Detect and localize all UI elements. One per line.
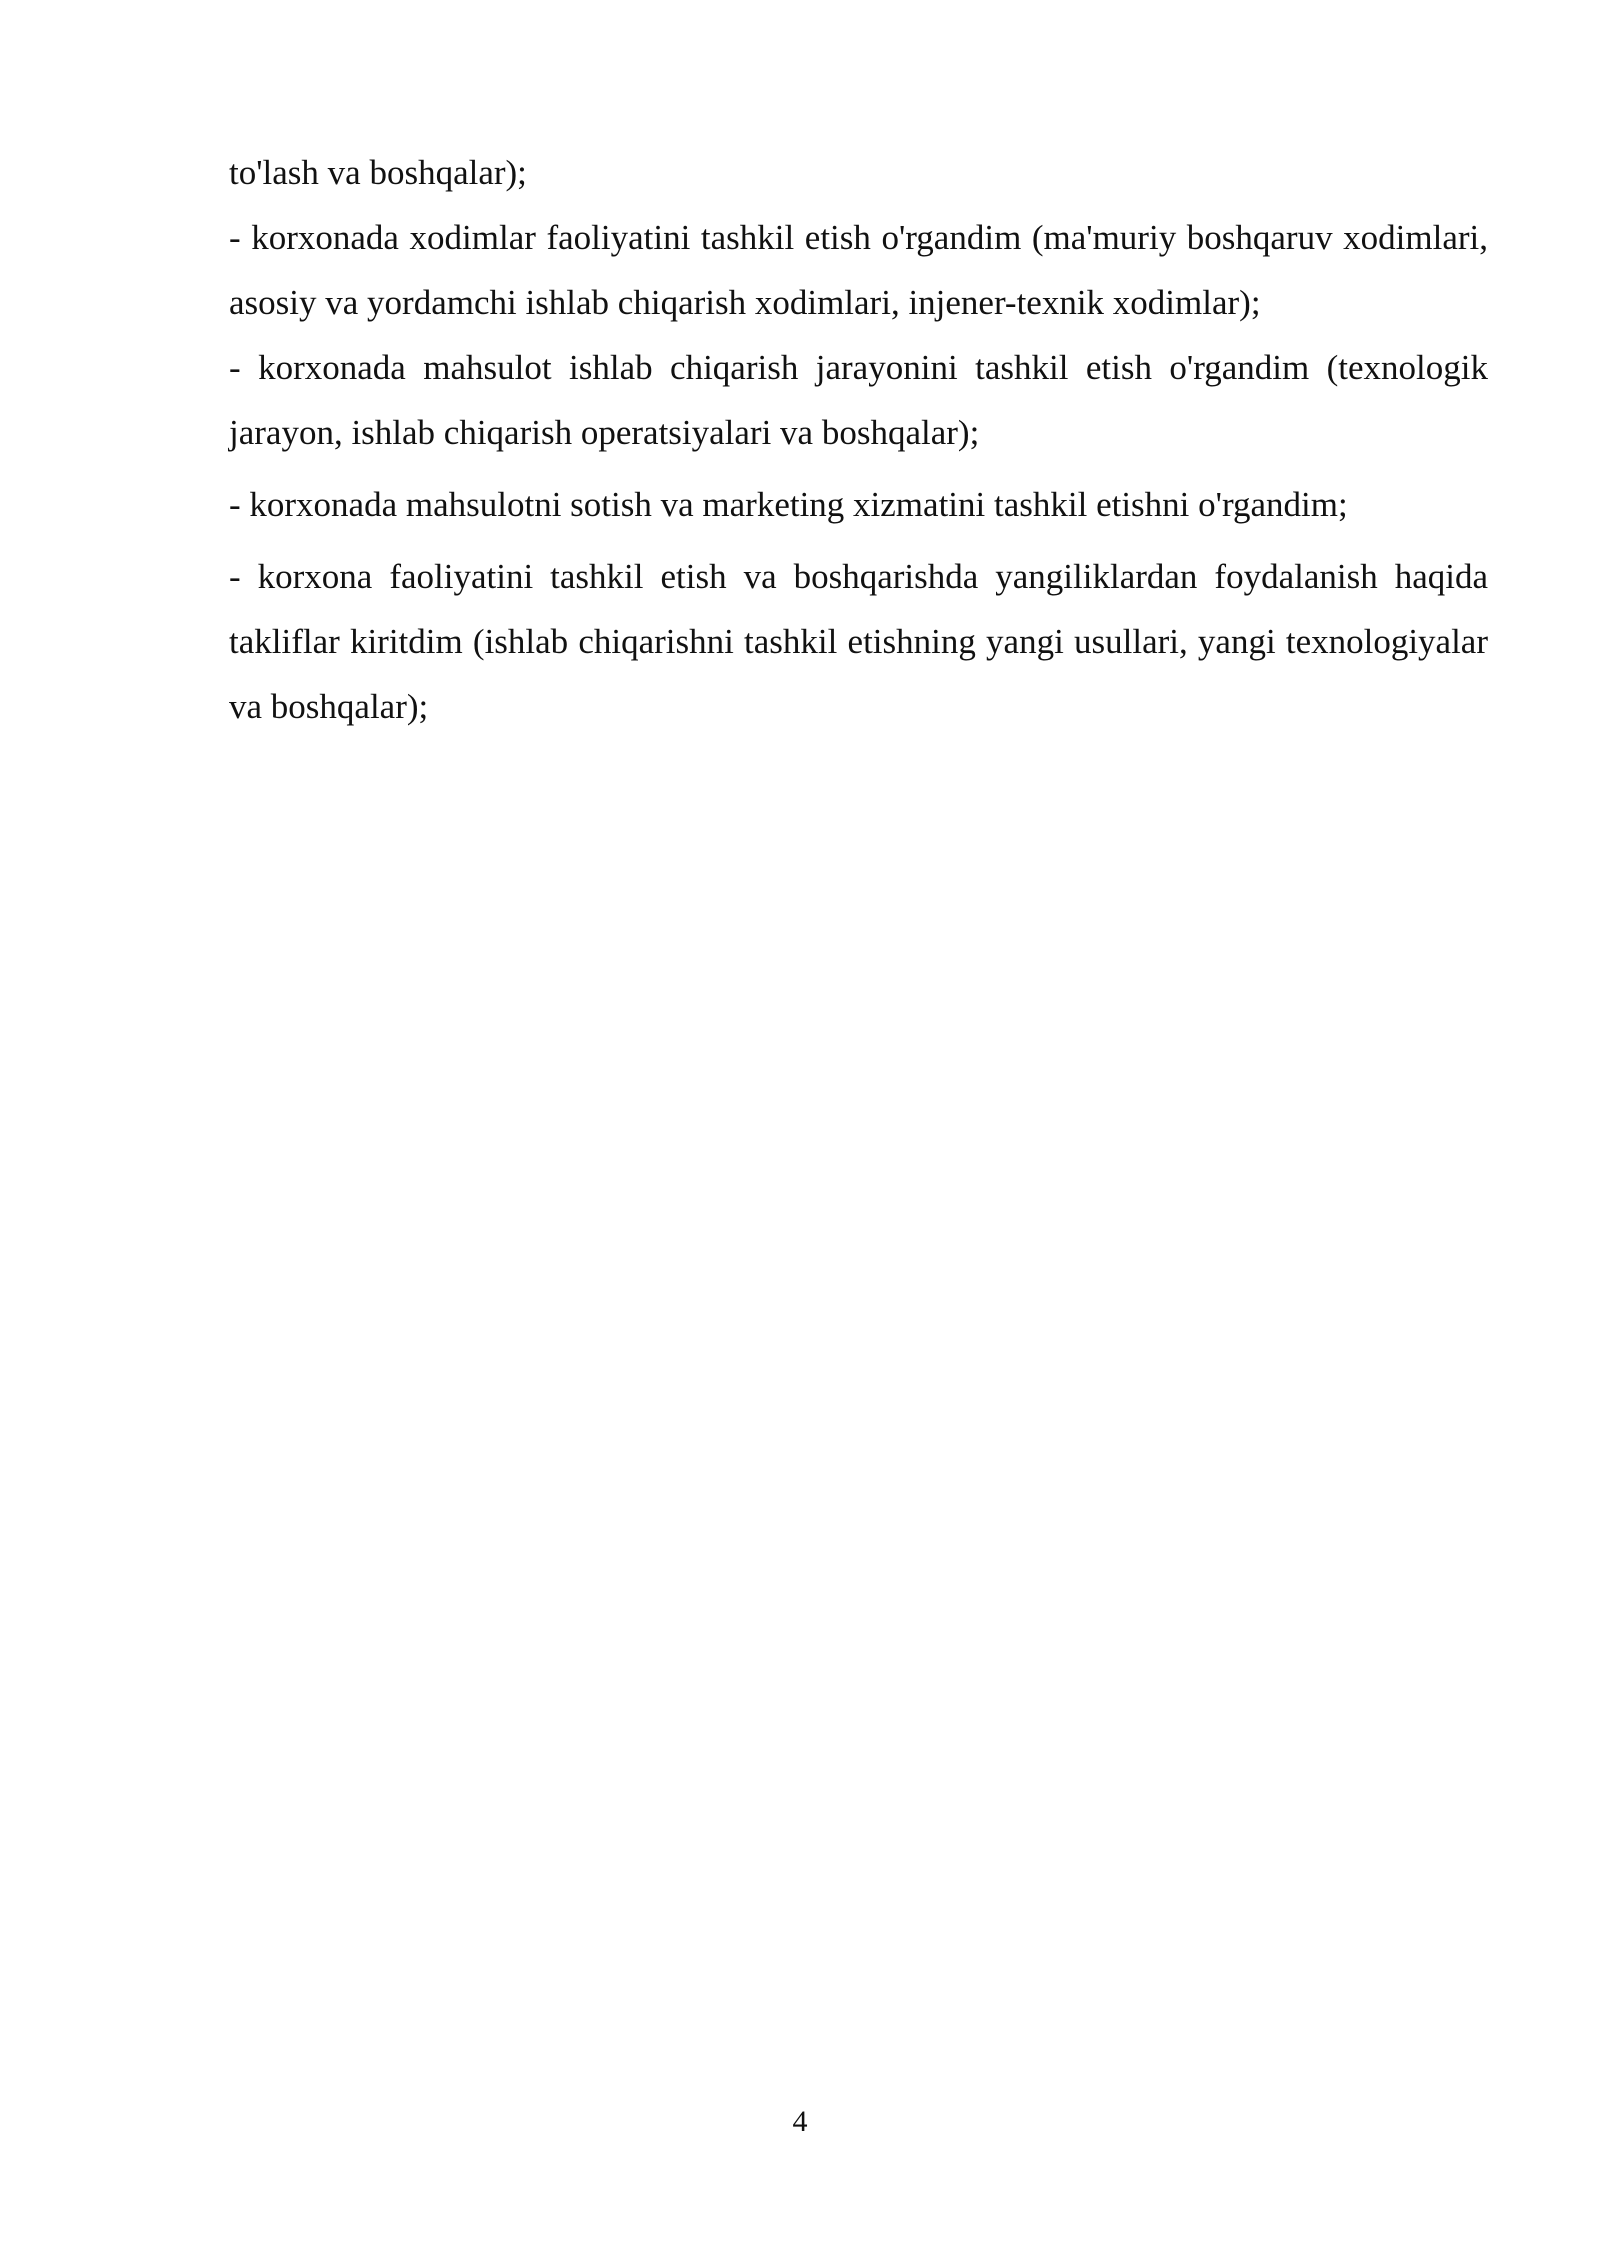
- list-item-sales-marketing: - korxonada mahsulotni sotish va marketing xizmatini tashkil etishni o'rgandim;: [229, 485, 1348, 524]
- list-item-production-process: - korxonada mahsulot ishlab chiqarish jarayonini tashkil etish o'rgandim (texnologik jarayon, ishlab chiqarish operatsiyalari va boshqalar);: [229, 348, 1488, 452]
- list-item-innovation-proposals: - korxona faoliyatini tashkil etish va boshqarishda yangiliklardan foydalanish haqida takliflar kiritdim (ishlab chiqarishni tashkil etishning yangi usullari, yangi texnologiyalar va boshqalar);: [229, 557, 1488, 726]
- list-item-staff-organization: - korxonada xodimlar faoliyatini tashkil etish o'rgandim (ma'muriy boshqaruv xodimlari, asosiy va yordamchi ishlab chiqarish xodimlari, injener-texnik xodimlar);: [229, 218, 1488, 322]
- page-number: 4: [792, 2105, 808, 2138]
- paragraph-continuation: to'lash va boshqalar);: [229, 153, 527, 192]
- body-text: [229, 140, 1488, 746]
